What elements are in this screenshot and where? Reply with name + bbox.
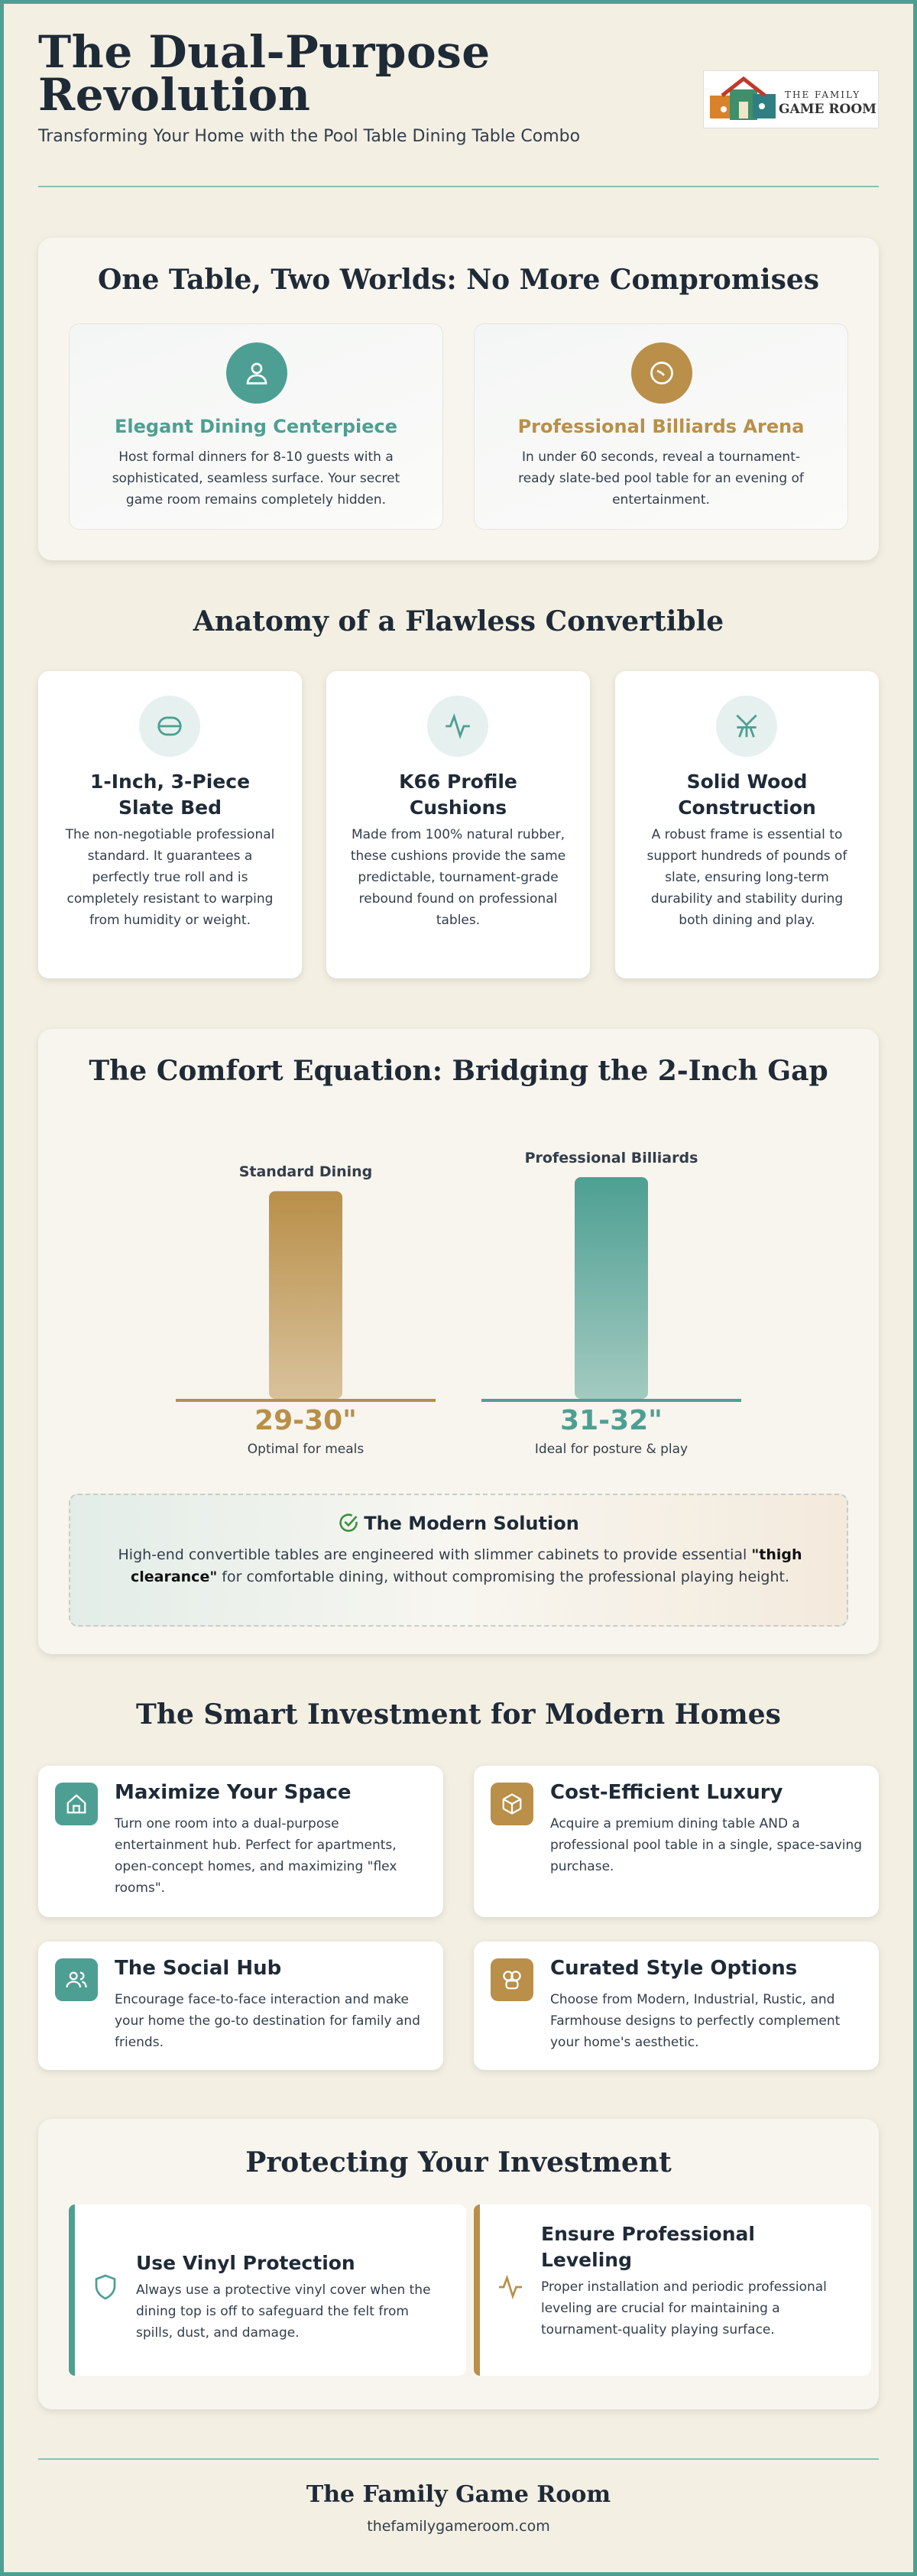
activity-icon (497, 2273, 524, 2301)
leveling-card (474, 2205, 871, 2376)
leveling-card-accent (474, 2205, 480, 2376)
logo-line-2: GAME ROOM (779, 102, 876, 117)
solution-title: The Modern Solution (364, 1513, 579, 1534)
baseline-billiards (481, 1399, 741, 1402)
footer-url[interactable]: thefamilygameroom.com (367, 2518, 550, 2535)
solution-text-part-1: High-end convertible tables are engineered with slimmer cabinets to provide essential (118, 1546, 752, 1563)
dining-card-text: Host formal dinners for 8-10 guests with a sophisticated, seamless surface. Your secret game room remains completely hidden. (112, 449, 400, 508)
wood-card-text: A robust frame is essential to support hundreds of pounds of slate, ensuring long-term durability and stability during both dining and play. (646, 827, 847, 928)
table-icon (716, 696, 777, 757)
box-icon (491, 1783, 533, 1825)
page-subtitle: Transforming Your Home with the Pool Table Dining Table Combo (38, 127, 581, 146)
dining-card (69, 323, 443, 530)
slate-card (38, 671, 302, 978)
billiards-card (474, 323, 848, 530)
anatomy-title: Anatomy of a Flawless Convertible (193, 605, 724, 638)
billiards-card-title: Professional Billiards Arena (517, 416, 805, 437)
solution-text-bold: "thigh clearance" (130, 1546, 802, 1585)
header-divider (38, 186, 879, 187)
wood-card (615, 671, 879, 978)
leveling-card-title: Ensure Professional Leveling (541, 2223, 755, 2271)
wood-card-title: Solid Wood Construction (678, 771, 816, 819)
cushions-card (326, 671, 590, 978)
vinyl-card-text: Always use a protective vinyl cover when the dining top is off to safeguard the felt from spills, dust, and damage. (136, 2282, 431, 2341)
style-icon (491, 1958, 533, 2001)
dining-card-title: Elegant Dining Centerpiece (114, 416, 398, 437)
space-card-title: Maximize Your Space (115, 1781, 352, 1804)
cost-card-title: Cost-Efficient Luxury (550, 1781, 783, 1804)
height-comparison-chart (38, 1029, 879, 1488)
cushions-card-text: Made from 100% natural rubber, these cushions provide the same predictable, tournament-grade rebound found on professional tables. (350, 827, 566, 928)
footer-title: The Family Game Room (306, 2481, 611, 2508)
header (38, 26, 879, 187)
vinyl-card-accent (69, 2205, 75, 2376)
modern-solution-box (69, 1494, 848, 1627)
bar-caption-billiards: Ideal for posture & play (534, 1442, 689, 1457)
protect-section (38, 2119, 879, 2409)
slate-card-title: 1-Inch, 3-Piece Slate Bed (89, 771, 251, 819)
house-logo-icon (708, 76, 779, 125)
person-icon (226, 342, 287, 404)
page-title: The Dual-Purpose Revolution (38, 26, 491, 121)
comfort-section (38, 1029, 879, 1654)
style-card-text: Choose from Modern, Industrial, Rustic, and Farmhouse designs to perfectly complement your home's aesthetic. (550, 1992, 841, 2050)
solution-text-part-2: for comfortable dining, without compromising the professional playing height. (217, 1569, 790, 1585)
users-icon (55, 1958, 98, 2001)
bar-billiards (575, 1177, 648, 1399)
space-card (38, 1766, 443, 1917)
activity-icon (427, 696, 488, 757)
solution-heading (70, 1512, 847, 1534)
leveling-card-text: Proper installation and periodic professional leveling are crucial for maintaining a tournament-quality playing surface. (541, 2279, 827, 2338)
brand-logo[interactable] (703, 70, 879, 128)
cost-card (474, 1766, 879, 1917)
billiards-card-text: In under 60 seconds, reveal a tournament-ready slate-bed pool table for an evening of entertainment. (518, 449, 804, 508)
worlds-section (38, 238, 879, 560)
bar-value-billiards: 31-32" (560, 1405, 663, 1436)
social-card (38, 1942, 443, 2070)
worlds-title: One Table, Two Worlds: No More Compromises (97, 264, 820, 296)
baseline-dining (176, 1399, 436, 1402)
bar-label-dining: Standard Dining (238, 1163, 373, 1181)
vinyl-card-title: Use Vinyl Protection (136, 2252, 355, 2274)
home-icon (55, 1783, 98, 1825)
bar-value-dining: 29-30" (254, 1405, 357, 1436)
bar-caption-dining: Optimal for meals (247, 1442, 365, 1457)
slate-card-text: The non-negotiable professional standard. It guarantees a perfectly true roll and is completely resistant to warping from humidity or weight. (65, 827, 275, 928)
style-card-title: Curated Style Options (550, 1957, 798, 1980)
cushions-card-title: K66 Profile Cushions (399, 771, 517, 819)
check-circle-icon (338, 1512, 359, 1533)
protect-title: Protecting Your Investment (245, 2146, 672, 2179)
cost-card-text: Acquire a premium dining table AND a professional pool table in a single, space-saving purchase. (550, 1816, 863, 1874)
social-card-title: The Social Hub (115, 1957, 282, 1980)
slate-icon (139, 696, 200, 757)
clock-icon (631, 342, 692, 404)
shield-icon (92, 2273, 119, 2301)
social-card-text: Encourage face-to-face interaction and make your home the go-to destination for family and friends. (115, 1992, 420, 2050)
space-card-text: Turn one room into a dual-purpose entertainment hub. Perfect for apartments, open-concept homes, and maximizing "flex rooms". (115, 1816, 397, 1896)
style-card (474, 1942, 879, 2070)
bar-dining (269, 1191, 342, 1399)
vinyl-card (69, 2205, 466, 2376)
footer-divider (38, 2458, 879, 2460)
logo-line-1: THE FAMILY (785, 89, 861, 100)
bar-label-billiards: Professional Billiards (524, 1150, 698, 1166)
investment-title: The Smart Investment for Modern Homes (136, 1698, 781, 1731)
comfort-title: The Comfort Equation: Bridging the 2-Inch Gap (89, 1055, 828, 1087)
solution-text (116, 1544, 804, 1588)
